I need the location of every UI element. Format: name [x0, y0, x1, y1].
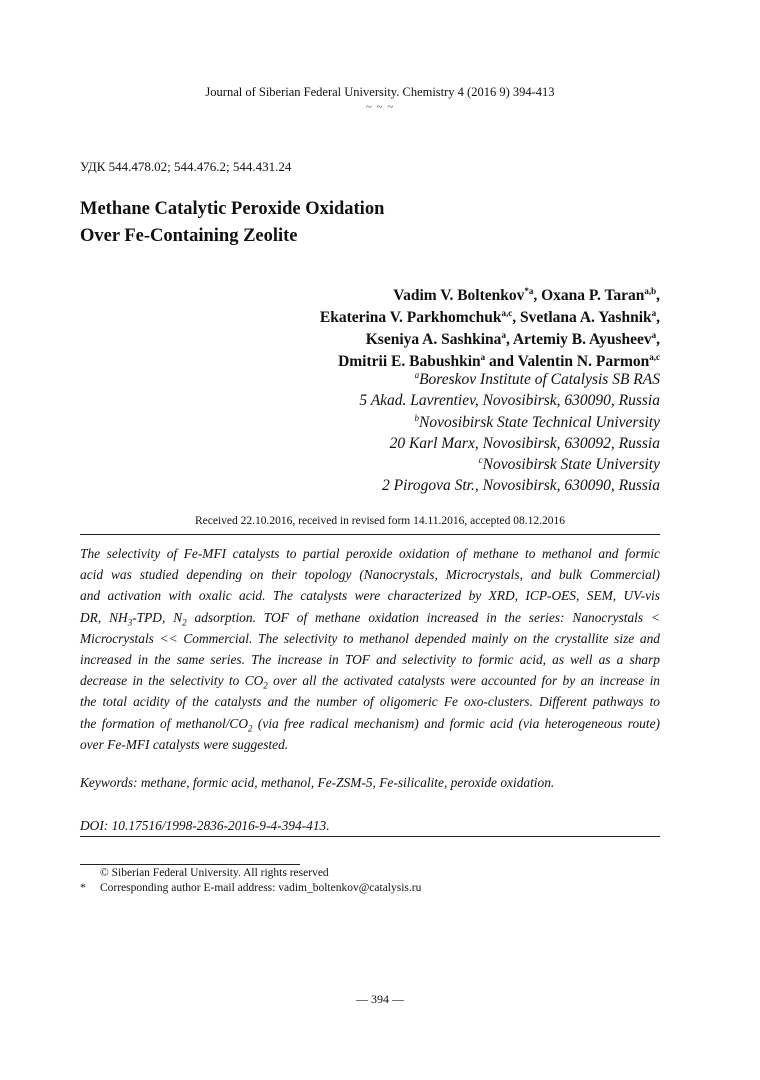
udk-code: УДК 544.478.02; 544.476.2; 544.431.24 — [80, 159, 292, 174]
author-name: Vadim V. Boltenkov — [393, 287, 525, 304]
author-sup: a — [480, 351, 486, 362]
author-name: Kseniya A. Sashkina — [365, 331, 502, 348]
author-name: Valentin N. Parmon — [517, 353, 650, 370]
journal-header: Journal of Siberian Federal University. Chemistry 4 (2016 9) 394-413 — [205, 85, 555, 99]
author-sup: a — [651, 329, 657, 340]
page-number: — 394 — — [356, 992, 404, 1006]
abstract-line: and activation with oxalic acid. The catalysts were characterized by XRD, ICP-OES, SEM, UV-vis — [80, 588, 660, 604]
abstract-line: increased in the same series. The increase in TOF and selectivity to formic acid, as well as a sharp — [80, 652, 660, 668]
affiliation-name: $^b$Novosibirsk State Technical University — [414, 412, 660, 431]
author-sup: a — [501, 329, 506, 340]
header-ornament: ~ ~ ~ — [365, 101, 395, 113]
corresponding-author-footnote: Corresponding author E-mail address: vadim_boltenkov@catalysis.ru — [100, 882, 422, 894]
abstract-bottom-rule — [80, 836, 660, 837]
author-line-2: Ekaterina V. Parkhomchuk$^{a,c}$, Svetlana A. Yashnik$^a$, — [319, 307, 660, 326]
abstract-line: the total acidity of the catalysts and the number of oligomeric Fe oxo-clusters. Different pathways to — [80, 694, 660, 710]
author-sup: a,b — [644, 285, 657, 296]
received-dates: Received 22.10.2016, received in revised form 14.11.2016, accepted 08.12.2016 — [194, 515, 566, 527]
author-list — [320, 285, 660, 373]
copyright-footnote: © Siberian Federal University. All rights reserved — [100, 867, 329, 879]
abstract-line: the formation of methanol/$CO_2$ (via free radical mechanism) and formic acid (via heterogeneous route) — [80, 715, 660, 734]
author-line-3: Kseniya A. Sashkina$^a$, Artemiy B. Ayusheev$^a$, — [365, 329, 660, 348]
abstract-line: acid was studied depending on their topology (Nanocrystals, Microcrystals, and bulk Commercial) — [80, 567, 660, 583]
affiliation-sup: c — [478, 455, 483, 466]
affiliation-name: $^c$Novosibirsk State University — [478, 455, 660, 474]
affiliation-name: $^a$Boreskov Institute of Catalysis SB RAS — [414, 369, 660, 388]
affiliation-address: 2 Pirogova Str., Novosibirsk, 630090, Russia — [381, 477, 660, 495]
abstract-top-rule — [80, 534, 660, 535]
author-name: Oxana P. Taran — [541, 287, 645, 304]
abstract-line: DR, $NH_3$-TPD, $N_2$ adsorption. TOF of methane oxidation increased in the series: Nanocrystals < — [80, 609, 660, 628]
abstract — [80, 543, 660, 755]
affiliation-address: 20 Karl Marx, Novosibirsk, 630092, Russia — [389, 434, 660, 452]
title-line-2: Over Fe-Containing Zeolite — [80, 226, 298, 246]
author-sup: a — [651, 307, 657, 318]
author-name: Ekaterina V. Parkhomchuk — [319, 309, 502, 326]
abstract-line: over Fe-MFI catalysts were suggested. — [80, 736, 289, 752]
affiliation-address: 5 Akad. Lavrentiev, Novosibirsk, 630090, Russia — [359, 392, 660, 410]
author-sup: *a — [524, 285, 534, 296]
footnote-rule — [80, 864, 300, 865]
paper-title — [80, 196, 384, 250]
author-conjunction: and — [489, 353, 515, 370]
affiliations — [359, 369, 660, 497]
title-line-1: Methane Catalytic Peroxide Oxidation — [80, 199, 385, 219]
abstract-line: Microcrystals << Commercial. The selectivity to methanol depended mainly on the crystallite size and — [80, 630, 660, 646]
abstract-line: The selectivity of Fe-MFI catalysts to partial peroxide oxidation of methane to methanol and formic — [80, 546, 660, 561]
affiliation-sup: b — [414, 412, 420, 423]
author-sup: a,c — [501, 307, 513, 318]
keywords: Keywords: methane, formic acid, methanol, Fe-ZSM-5, Fe-silicalite, peroxide oxidation. — [80, 775, 555, 790]
doi: DOI: 10.17516/1998-2836-2016-9-4-394-413. — [80, 818, 330, 833]
affiliation-sup: a — [414, 369, 420, 380]
author-sup: a,c — [649, 351, 660, 362]
author-line-1: Vadim V. Boltenkov$^{*a}$, Oxana P. Taran$^{a,b}$, — [393, 285, 660, 304]
footnote-star: * — [80, 882, 86, 894]
author-name: Artemiy B. Ayusheev — [512, 331, 652, 348]
author-name: Svetlana A. Yashnik — [519, 309, 652, 326]
author-name: Dmitrii E. Babushkin — [338, 353, 481, 370]
abstract-line: decrease in the selectivity to $CO_2$ over all the activated catalysts were accounted for by an increase in — [80, 673, 660, 691]
